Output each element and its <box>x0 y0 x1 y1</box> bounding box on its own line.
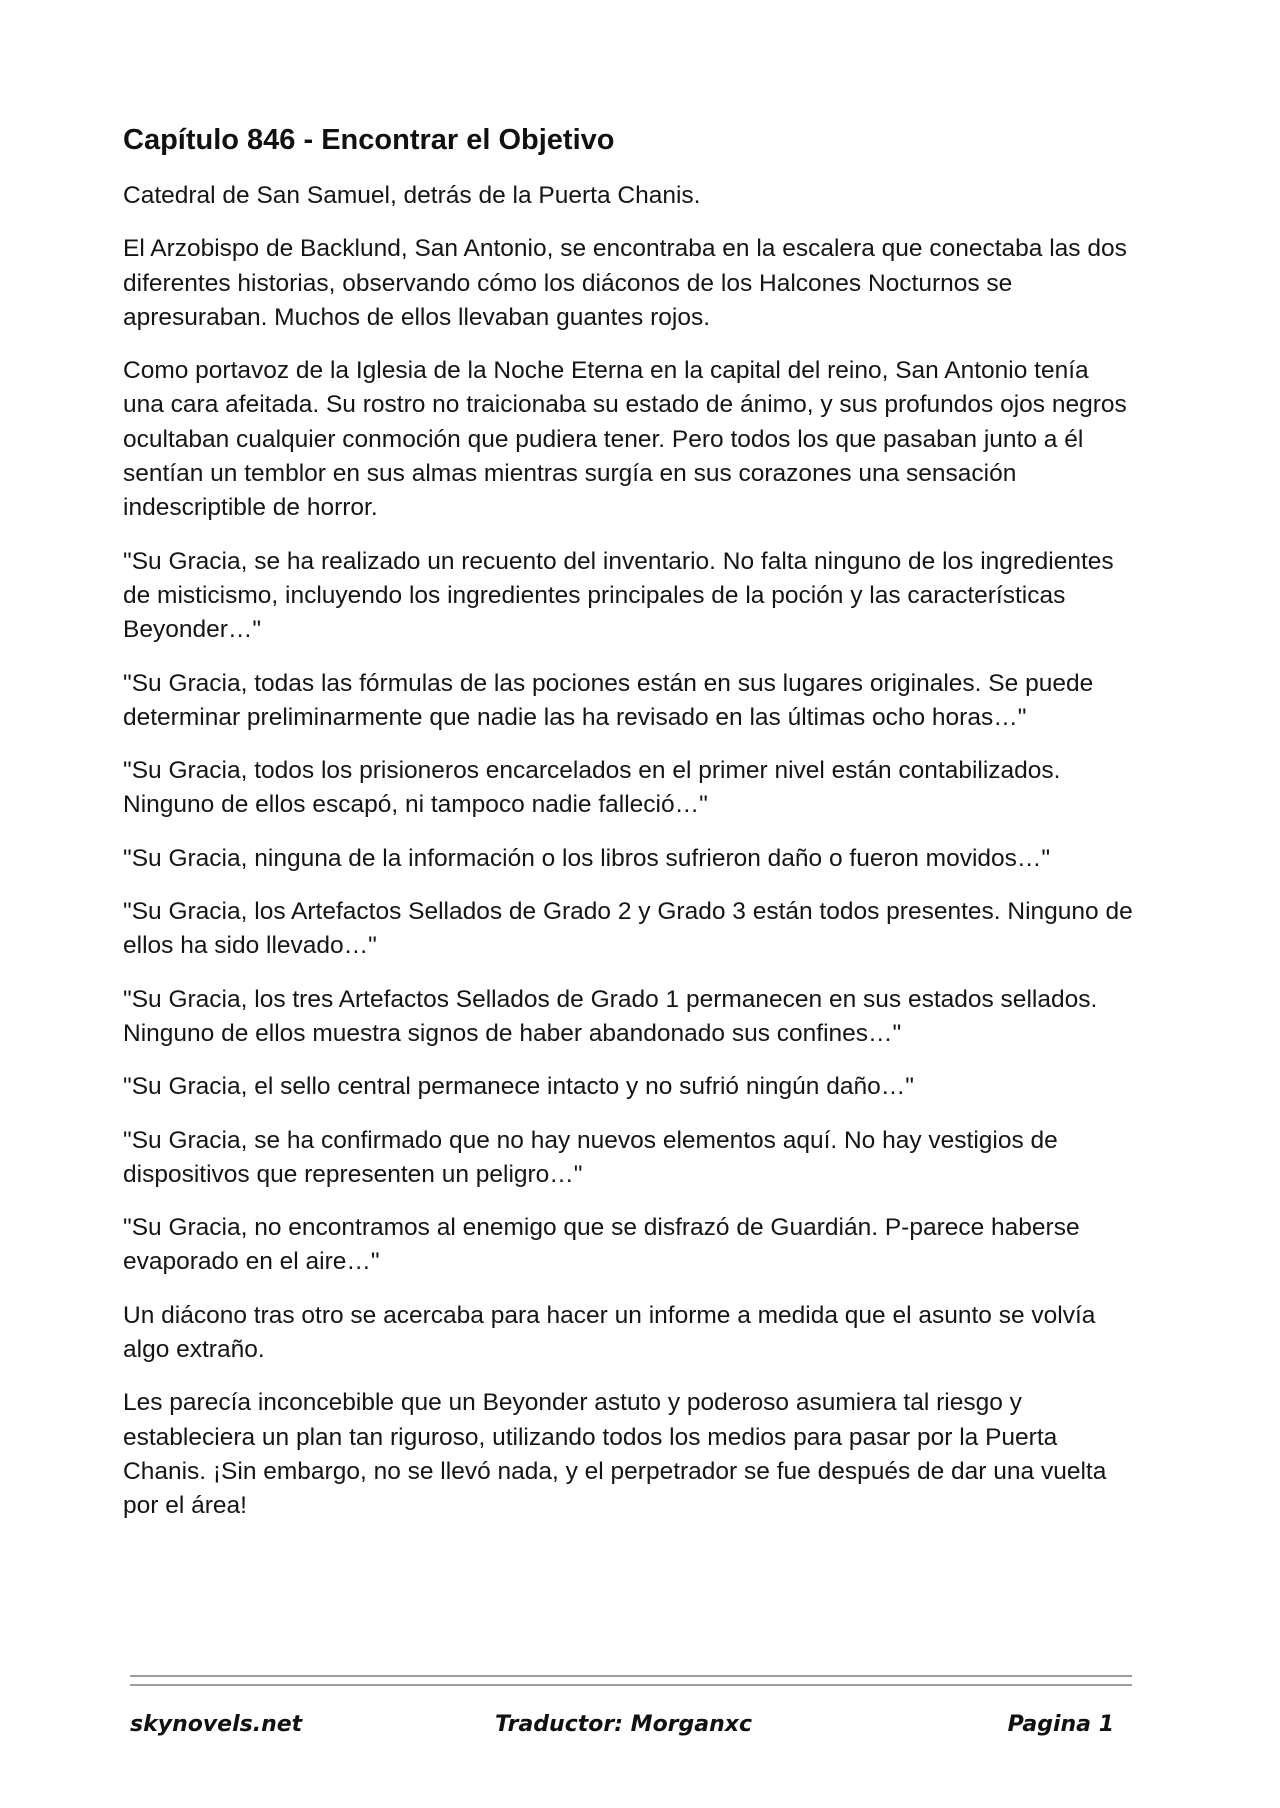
chapter-title: Capítulo 846 - Encontrar el Objetivo <box>123 124 615 156</box>
document-content <box>123 122 1133 1543</box>
footer-site: skynovels.net <box>130 1712 303 1737</box>
footer-divider <box>130 1684 1132 1686</box>
paragraph: El Arzobispo de Backlund, San Antonio, se encontraba en la escalera que conectaba las dos diferentes historias, observando cómo los diáconos de los Halcones Nocturnos se apresuraban. Muchos de ellos llevaban guantes rojos. <box>123 235 1127 331</box>
footer-divider <box>130 1675 1132 1677</box>
paragraph: "Su Gracia, el sello central permanece intacto y no sufrió ningún daño…" <box>123 1073 914 1101</box>
footer-translator: Traductor: Morganxc <box>495 1712 753 1737</box>
paragraph: "Su Gracia, todas las fórmulas de las pociones están en sus lugares originales. Se puede determinar preliminarmente que nadie las ha revisado en las últimas ocho horas…" <box>123 669 1094 731</box>
paragraph: Como portavoz de la Iglesia de la Noche Eterna en la capital del reino, San Antonio tenía una cara afeitada. Su rostro no traicionaba su estado de ánimo, y sus profundos ojos negros ocultaban cualquier conmoción que pudiera tener. Pero todos los que pasaban junto a él sentían un temblor en sus almas mientras surgía en sus corazones una sensación indescriptible de horror. <box>123 357 1127 522</box>
paragraph: "Su Gracia, no encontramos al enemigo que se disfrazó de Guardián. P-parece haberse evaporado en el aire…" <box>123 1214 1080 1276</box>
paragraph: "Su Gracia, todos los prisioneros encarcelados en el primer nivel están contabilizados. Ninguno de ellos escapó, ni tampoco nadie falleció…" <box>123 757 1061 819</box>
paragraph: "Su Gracia, ninguna de la información o los libros sufrieron daño o fueron movidos…" <box>123 844 1051 872</box>
paragraph: Catedral de San Samuel, detrás de la Puerta Chanis. <box>123 182 701 209</box>
paragraph: "Su Gracia, los Artefactos Sellados de Grado 2 y Grado 3 están todos presentes. Ninguno de ellos ha sido llevado…" <box>123 898 1133 960</box>
paragraph: Les parecía inconcebible que un Beyonder astuto y poderoso asumiera tal riesgo y estableciera un plan tan riguroso, utilizando todos los medios para pasar por la Puerta Chanis. ¡Sin embargo, no se llevó nada, y el perpetrador se fue después de dar una vuelta por el área! <box>123 1389 1107 1520</box>
paragraph: "Su Gracia, se ha confirmado que no hay nuevos elementos aquí. No hay vestigios de dispositivos que representen un peligro…" <box>123 1126 1058 1188</box>
paragraph: Un diácono tras otro se acercaba para hacer un informe a medida que el asunto se volvía algo extraño. <box>123 1301 1096 1364</box>
footer-page-number: Pagina 1 <box>1007 1712 1114 1737</box>
paragraph: "Su Gracia, se ha realizado un recuento del inventario. No falta ninguno de los ingredientes de misticismo, incluyendo los ingredientes principales de la poción y las características Beyonder…" <box>123 547 1114 644</box>
chapter-body <box>123 179 1133 1524</box>
paragraph: "Su Gracia, los tres Artefactos Sellados de Grado 1 permanecen en sus estados sellados. Ninguno de ellos muestra signos de haber abandonado sus confines…" <box>123 985 1098 1047</box>
page-footer <box>130 1712 1132 1752</box>
